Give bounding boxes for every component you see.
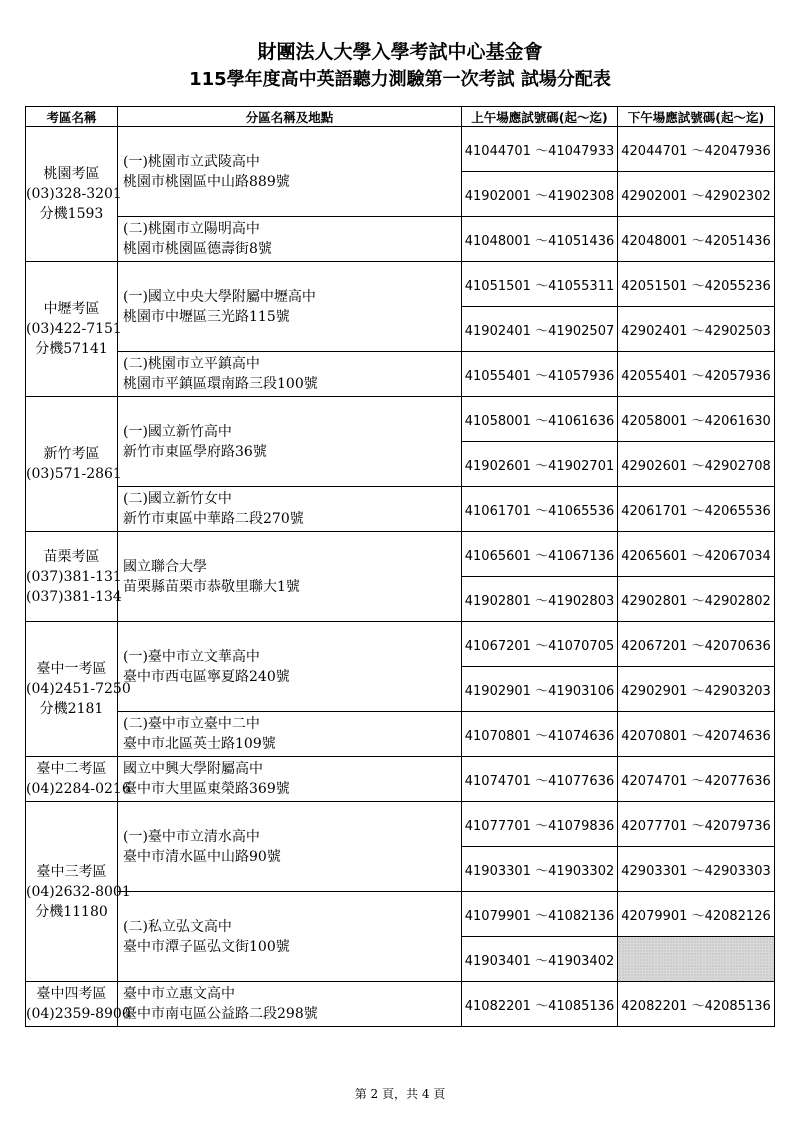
afternoon-range: 42902601 ～42902708 bbox=[618, 442, 775, 487]
afternoon-range: 42065601 ～42067034 bbox=[618, 532, 775, 577]
table-row bbox=[26, 532, 775, 577]
afternoon-range: 42074701 ～42077636 bbox=[618, 757, 775, 802]
afternoon-range: 42070801 ～42074636 bbox=[618, 712, 775, 757]
document-title: 財團法人大學入學考試中心基金會 bbox=[257, 41, 543, 63]
site-name: (二)臺中市立臺中二中 bbox=[123, 716, 260, 732]
morning-range: 41061701 ～41065536 bbox=[462, 487, 618, 532]
afternoon-range: 42048001 ～42051436 bbox=[618, 217, 775, 262]
site-name: (一)桃園市立武陵高中 bbox=[123, 153, 260, 170]
afternoon-range: 42058001 ～42061630 bbox=[618, 397, 775, 442]
site-cell bbox=[118, 397, 462, 487]
morning-range: 41902801 ～41902803 bbox=[462, 577, 618, 622]
area-name: 臺中四考區 bbox=[36, 986, 107, 1002]
afternoon-range: 42055401 ～42057936 bbox=[618, 352, 775, 397]
site-address: 桃園市平鎮區環南路三段100號 bbox=[123, 376, 318, 392]
afternoon-range: 42077701 ～42079736 bbox=[618, 802, 775, 847]
morning-range: 41065601 ～41067136 bbox=[462, 532, 618, 577]
site-cell bbox=[118, 802, 462, 892]
table-row bbox=[26, 262, 775, 307]
area-extension: 分機1593 bbox=[39, 206, 104, 222]
afternoon-range: 42044701 ～42047936 bbox=[618, 127, 775, 172]
site-cell bbox=[118, 487, 462, 532]
exam-area-cell bbox=[26, 397, 122, 532]
area-phone: (04)2451-7250 bbox=[26, 681, 131, 697]
area-phone: (03)328-3201 bbox=[26, 186, 122, 202]
site-cell bbox=[118, 532, 462, 622]
site-name: (一)國立新竹高中 bbox=[123, 423, 232, 440]
area-extension: 分機2181 bbox=[39, 701, 104, 717]
site-address: 臺中市清水區中山路90號 bbox=[123, 848, 281, 865]
column-header-afternoon: 下午場應試號碼(起～迄) bbox=[618, 107, 775, 127]
morning-range: 41902401 ～41902507 bbox=[462, 307, 618, 352]
column-header-area: 考區名稱 bbox=[26, 107, 118, 127]
site-name: (二)桃園市立平鎮高中 bbox=[123, 356, 260, 372]
morning-range: 41070801 ～41074636 bbox=[462, 712, 618, 757]
morning-range: 41044701 ～41047933 bbox=[462, 127, 618, 172]
site-address: 臺中市南屯區公益路二段298號 bbox=[123, 1006, 318, 1022]
area-name: 臺中一考區 bbox=[36, 661, 107, 677]
afternoon-range: 42082201 ～42085136 bbox=[618, 982, 775, 1027]
table-row bbox=[26, 487, 775, 532]
site-name: (二)桃園市立陽明高中 bbox=[123, 221, 260, 237]
morning-range: 41079901 ～41082136 bbox=[462, 892, 618, 937]
area-name: 新竹考區 bbox=[43, 446, 100, 462]
exam-site-table bbox=[25, 106, 775, 1027]
table-row bbox=[26, 892, 775, 937]
site-cell bbox=[118, 262, 462, 352]
afternoon-range: 42902901 ～42903203 bbox=[618, 667, 775, 712]
column-header-site: 分區名稱及地點 bbox=[118, 107, 462, 127]
area-phone: (04)2284-0216 bbox=[26, 781, 131, 797]
morning-range: 41903401 ～41903402 bbox=[462, 937, 618, 982]
morning-range: 41902901 ～41903106 bbox=[462, 667, 618, 712]
area-name: 苗栗考區 bbox=[43, 548, 100, 565]
exam-area-cell bbox=[26, 622, 131, 757]
exam-area-cell bbox=[26, 982, 131, 1027]
afternoon-range: 42902401 ～42902503 bbox=[618, 307, 775, 352]
site-address: 臺中市北區英士路109號 bbox=[123, 736, 276, 752]
site-name: (二)私立弘文高中 bbox=[123, 918, 232, 935]
morning-range: 41077701 ～41079836 bbox=[462, 802, 618, 847]
area-phone: (037)381-131 bbox=[26, 568, 122, 585]
site-name: (一)臺中市立文華高中 bbox=[123, 648, 260, 665]
morning-range: 41082201 ～41085136 bbox=[462, 982, 618, 1027]
area-phone: (03)571-2861 bbox=[26, 466, 122, 482]
table-row bbox=[26, 352, 775, 397]
table-row bbox=[26, 622, 775, 667]
afternoon-range: 42079901 ～42082126 bbox=[618, 892, 775, 937]
table-row bbox=[26, 757, 775, 802]
site-address: 臺中市大里區東榮路369號 bbox=[123, 781, 290, 797]
site-cell bbox=[118, 892, 462, 982]
site-address: 桃園市桃園區中山路889號 bbox=[123, 173, 290, 190]
site-name: (一)國立中央大學附屬中壢高中 bbox=[123, 288, 316, 305]
area-name: 中壢考區 bbox=[43, 301, 100, 317]
site-name: (一)臺中市立清水高中 bbox=[123, 828, 260, 845]
exam-area-cell bbox=[26, 262, 122, 397]
morning-range: 41051501 ～41055311 bbox=[462, 262, 618, 307]
site-name: 國立聯合大學 bbox=[123, 558, 207, 575]
site-address: 臺中市西屯區寧夏路240號 bbox=[123, 668, 290, 685]
area-phone: (04)2359-8900 bbox=[26, 1006, 131, 1022]
afternoon-range: 42903301 ～42903303 bbox=[618, 847, 775, 892]
site-cell bbox=[118, 127, 462, 217]
morning-range: 41055401 ～41057936 bbox=[462, 352, 618, 397]
morning-range: 41902001 ～41902308 bbox=[462, 172, 618, 217]
area-phone: (04)2632-8001 bbox=[26, 883, 131, 900]
table-row bbox=[26, 982, 775, 1027]
site-cell bbox=[118, 712, 462, 757]
area-extension: 分機11180 bbox=[35, 903, 108, 920]
site-cell bbox=[118, 622, 462, 712]
afternoon-range: 42051501 ～42055236 bbox=[618, 262, 775, 307]
exam-area-cell bbox=[26, 127, 122, 262]
site-address: 桃園市桃園區德壽街8號 bbox=[123, 241, 272, 257]
exam-area-cell bbox=[26, 532, 122, 622]
morning-range: 41903301 ～41903302 bbox=[462, 847, 618, 892]
document-subtitle: 115學年度高中英語聽力測驗第一次考試 試場分配表 bbox=[189, 69, 611, 90]
morning-range: 41902601 ～41902701 bbox=[462, 442, 618, 487]
morning-range: 41058001 ～41061636 bbox=[462, 397, 618, 442]
column-header-morning: 上午場應試號碼(起～迄) bbox=[462, 107, 618, 127]
area-name: 桃園考區 bbox=[43, 166, 100, 182]
page-number: 第 2 頁，共 4 頁 bbox=[354, 1087, 446, 1101]
table-row bbox=[26, 127, 775, 172]
site-address: 新竹市東區中華路二段270號 bbox=[123, 511, 304, 527]
site-address: 新竹市東區學府路36號 bbox=[123, 443, 267, 460]
morning-range: 41048001 ～41051436 bbox=[462, 217, 618, 262]
area-phone: (03)422-7151 bbox=[26, 321, 122, 337]
area-extension: 分機57141 bbox=[35, 341, 108, 357]
empty-shaded-cell bbox=[618, 937, 775, 982]
site-cell bbox=[118, 757, 462, 802]
site-cell bbox=[118, 352, 462, 397]
table-row bbox=[26, 802, 775, 847]
site-address: 桃園市中壢區三光路115號 bbox=[123, 308, 290, 325]
site-cell bbox=[118, 982, 462, 1027]
site-cell bbox=[118, 217, 462, 262]
morning-range: 41067201 ～41070705 bbox=[462, 622, 618, 667]
afternoon-range: 42061701 ～42065536 bbox=[618, 487, 775, 532]
afternoon-range: 42067201 ～42070636 bbox=[618, 622, 775, 667]
area-name: 臺中二考區 bbox=[36, 761, 107, 777]
table-header-row bbox=[26, 107, 775, 127]
table-row bbox=[26, 217, 775, 262]
site-address: 臺中市潭子區弘文街100號 bbox=[123, 938, 290, 955]
exam-area-cell bbox=[26, 802, 131, 982]
site-address: 苗栗縣苗栗市恭敬里聯大1號 bbox=[123, 578, 300, 595]
exam-area-cell bbox=[26, 757, 131, 802]
afternoon-range: 42902801 ～42902802 bbox=[618, 577, 775, 622]
table-row bbox=[26, 712, 775, 757]
morning-range: 41074701 ～41077636 bbox=[462, 757, 618, 802]
table-row bbox=[26, 397, 775, 442]
area-phone: (037)381-134 bbox=[26, 588, 122, 605]
site-name: 國立中興大學附屬高中 bbox=[123, 761, 263, 777]
area-name: 臺中三考區 bbox=[36, 863, 107, 880]
site-name: (二)國立新竹女中 bbox=[123, 491, 232, 507]
afternoon-range: 42902001 ～42902302 bbox=[618, 172, 775, 217]
site-name: 臺中市立惠文高中 bbox=[123, 986, 235, 1002]
